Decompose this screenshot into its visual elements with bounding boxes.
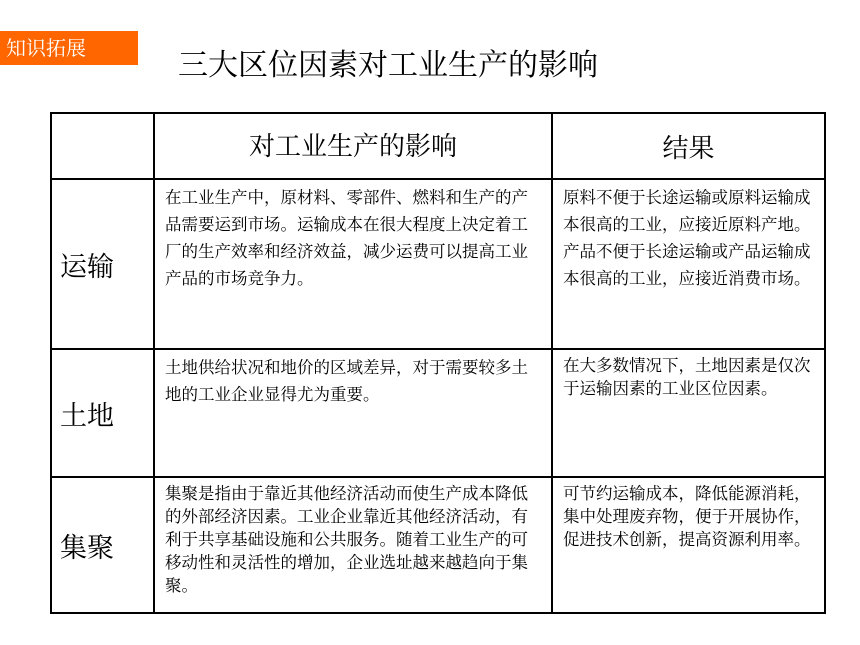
impact-agglomeration: 集聚是指由于靠近其他经济活动而使生产成本降低的外部经济因素。工业企业靠近其他经济活动，有利于共享基础设施和公共服务。随着工业生产的可移动性和灵活性的增加，企业选址越来越趋向于集聚。: [154, 477, 552, 613]
factor-agglomeration: 集聚: [51, 477, 154, 613]
slide-title: 三大区位因素对工业生产的影响: [178, 48, 598, 83]
location-factors-table: [50, 112, 826, 614]
header-result: 结果: [552, 113, 825, 179]
factor-land: 土地: [51, 349, 154, 477]
impact-land: 土地供给状况和地价的区域差异，对于需要较多土地的工业企业显得尤为重要。: [154, 349, 552, 477]
header-impact: 对工业生产的影响: [154, 113, 552, 179]
section-badge: 知识拓展: [0, 31, 138, 65]
result-land: 在大多数情况下，土地因素是仅次于运输因素的工业区位因素。: [552, 349, 825, 477]
impact-transport: 在工业生产中，原材料、零部件、燃料和生产的产品需要运到市场。运输成本在很大程度上决定着工厂的生产效率和经济效益，减少运费可以提高工业产品的市场竞争力。: [154, 179, 552, 349]
factor-transport: 运输: [51, 179, 154, 349]
table-header-row: [51, 113, 825, 179]
result-agglomeration: 可节约运输成本，降低能源消耗，集中处理废弃物，便于开展协作，促进技术创新，提高资源利用率。: [552, 477, 825, 613]
result-transport: [552, 179, 825, 349]
table-row: [51, 349, 825, 477]
result-transport-market: 产品不便于长途运输或产品运输成本很高的工业，应接近消费市场。: [563, 242, 811, 288]
table-row: [51, 477, 825, 613]
result-transport-raw-material: 原料不便于长途运输或原料运输成本很高的工业，应接近原料产地。: [563, 188, 811, 234]
header-empty-cell: [51, 113, 154, 179]
table-row: [51, 179, 825, 349]
